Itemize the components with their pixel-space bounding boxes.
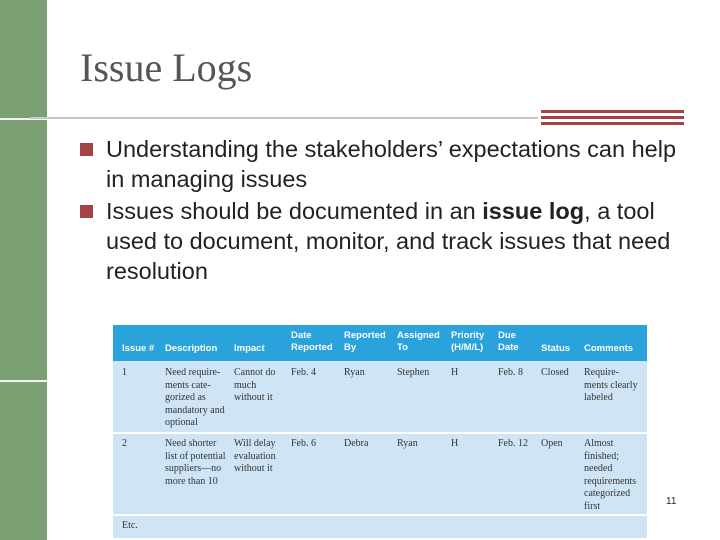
column-header: Priority (H/M/L) [451,330,485,353]
column-header: Status [541,343,571,354]
square-bullet-icon [80,205,93,218]
column-header: Due Date [498,330,519,353]
table-cell: Cannot do much without it [234,367,276,403]
issue-log-table [113,325,647,538]
column-header: Issue # [122,343,155,354]
column-header: Description [165,343,218,354]
row-divider [113,432,647,434]
table-cell: Closed [541,367,569,378]
table-footer-etc: Etc. [122,520,138,531]
table-cell: 1 [122,367,127,378]
table-cell: Debra [344,438,369,449]
table-cell: Feb. 6 [291,438,316,449]
table-cell: Will delay evaluation without it [234,438,276,474]
decorative-stripe [541,122,684,125]
sidebar-band [0,0,47,540]
bullet-item [80,196,690,286]
column-header: Impact [234,343,265,354]
sidebar-divider [0,380,47,382]
table-cell: Require-ments clearly labeled [584,367,638,403]
table-cell: H [451,367,459,378]
column-header: Date Reported [291,330,333,353]
square-bullet-icon [80,143,93,156]
bullet-text: Issues should be documented in an issue log, a tool used to document, monitor, and track issues that need resolution [106,198,671,284]
bullet-item [80,134,690,194]
table-cell: Feb. 4 [291,367,316,378]
column-header: Assigned To [397,330,440,353]
table-cell: Almost finished; needed requirements categorized first [584,438,637,512]
table-header [113,325,647,361]
bullet-text: Understanding the stakeholders’ expectations can help in managing issues [106,136,677,192]
table-cell: Open [541,438,563,449]
slide-title: Issue Logs [80,45,253,90]
table-cell: Feb. 8 [498,367,523,378]
table-cell: 2 [122,438,127,449]
bold-term: issue log [482,198,585,224]
table-cell: Feb. 12 [498,438,528,449]
table-cell: Stephen [397,367,430,378]
title-underline [30,117,538,119]
table-cell: Need shorter list of potential suppliers—no more than 10 [165,438,226,487]
decorative-stripe [541,110,684,113]
table-cell: Need require-ments cate-gorized as mandatory and optional [165,367,225,428]
bullet-list [80,134,690,288]
column-header: Comments [584,343,634,354]
decorative-stripe [541,116,684,119]
table-cell: Ryan [397,438,418,449]
page-number: 11 [666,496,677,507]
row-divider [113,514,647,516]
column-header: Reported By [344,330,386,353]
table-cell: H [451,438,459,449]
table-cell: Ryan [344,367,365,378]
